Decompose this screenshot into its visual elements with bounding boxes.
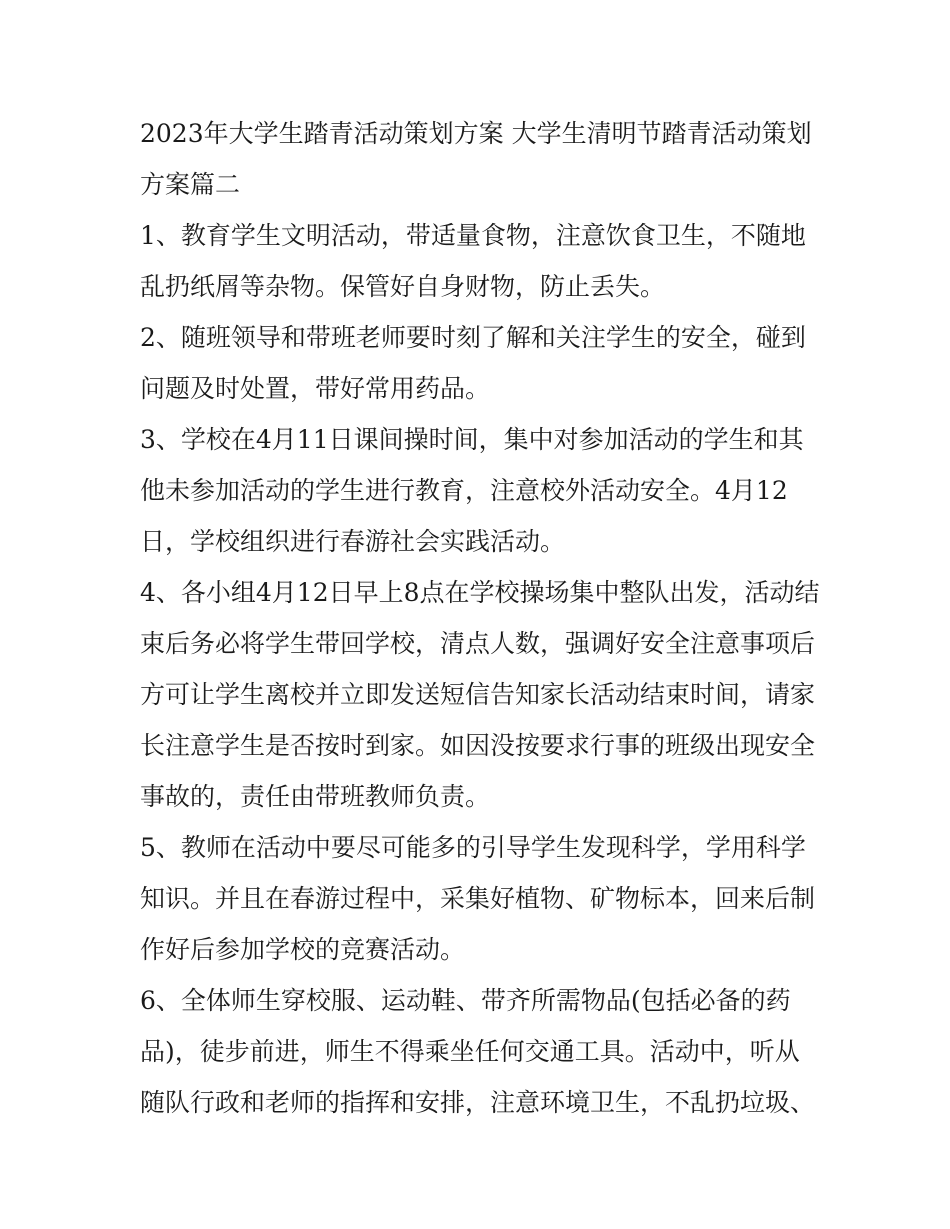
document-title: 2023年大学生踏青活动策划方案 大学生清明节踏青活动策划方案篇二 <box>140 119 812 199</box>
paragraph-1: 1、教育学生文明活动，带适量食物，注意饮食卫生，不随地乱扔纸屑等杂物。保管好自身财物，防止丢失。 <box>140 221 806 301</box>
paragraph-3: 3、学校在4月11日课间操时间，集中对参加活动的学生和其他未参加活动的学生进行教育，注意校外活动安全。4月12日，学校组织进行春游社会实践活动。 <box>140 425 804 556</box>
document-body <box>140 108 820 1128</box>
paragraph-6: 6、全体师生穿校服、运动鞋、带齐所需物品(包括必备的药品)，徒步前进，师生不得乘坐任何交通工具。活动中，听从随队行政和老师的指挥和安排，注意环境卫生，不乱扔垃圾、 <box>140 986 816 1117</box>
paragraph-2: 2、随班领导和带班老师要时刻了解和关注学生的安全，碰到问题及时处置，带好常用药品。 <box>140 323 806 403</box>
paragraph-5: 5、教师在活动中要尽可能多的引导学生发现科学，学用科学知识。并且在春游过程中，采集好植物、矿物标本，回来后制作好后参加学校的竞赛活动。 <box>140 833 816 964</box>
paragraph-4: 4、各小组4月12日早上8点在学校操场集中整队出发，活动结束后务必将学生带回学校，清点人数，强调好安全注意事项后方可让学生离校并立即发送短信告知家长活动结束时间，请家长注意学生是否按时到家。如因没按要求行事的班级出现安全事故的，责任由带班教师负责。 <box>140 578 820 811</box>
